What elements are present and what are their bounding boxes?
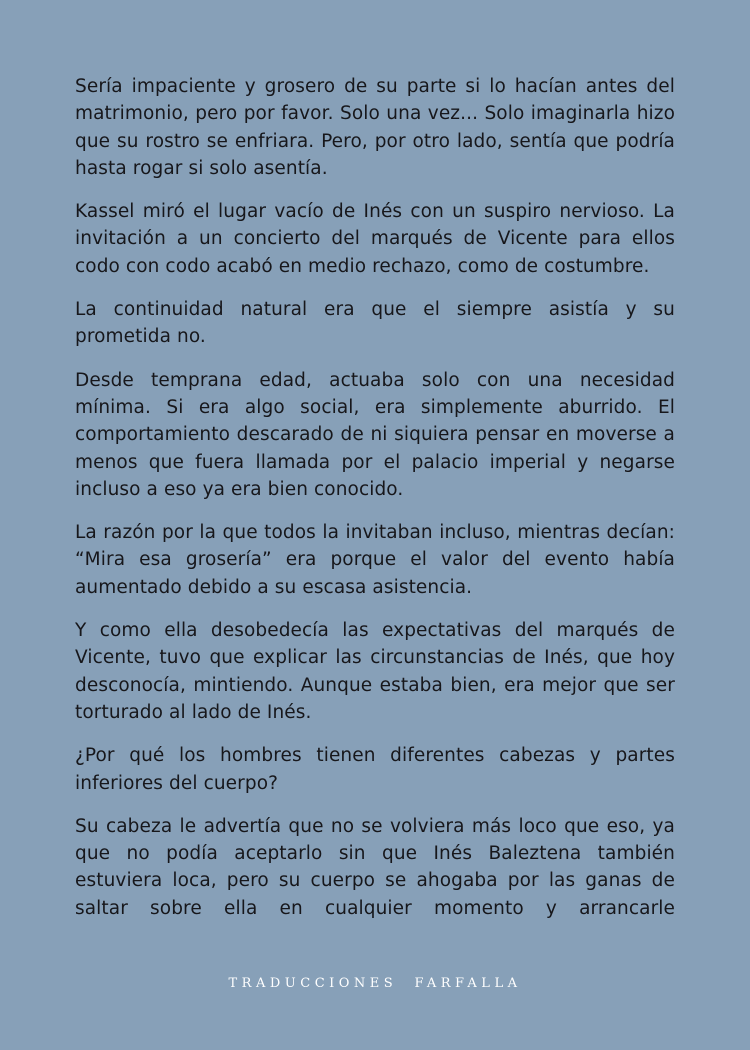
- paragraph-7: ¿Por qué los hombres tienen diferentes cabezas y partes inferiores del cuerpo?: [75, 745, 675, 794]
- page-body-text: [75, 73, 675, 922]
- page-footer-credit: TRADUCCIONES FARFALLA: [228, 976, 522, 991]
- paragraph-2: Kassel miró el lugar vacío de Inés con un suspiro nervioso. La invitación a un concierto del marqués de Vicente para ellos codo con codo acabó en medio rechazo, como de costumbre.: [75, 201, 675, 277]
- paragraph-3: La continuidad natural era que el siempre asistía y su prometida no.: [75, 299, 675, 348]
- paragraph-5: La razón por la que todos la invitaban incluso, mientras decían: “Mira esa grosería” era porque el valor del evento había aumentado debido a su escasa asistencia.: [75, 522, 675, 598]
- paragraph-6: Y como ella desobedecía las expectativas del marqués de Vicente, tuvo que explicar las circunstancias de Inés, que hoy desconocía, mintiendo. Aunque estaba bien, era mejor que ser torturado al lado de Inés.: [75, 620, 675, 723]
- paragraph-4: Desde temprana edad, actuaba solo con una necesidad mínima. Si era algo social, era simplemente aburrido. El comportamiento descarado de ni siquiera pensar en moverse a menos que fuera llamada por el palacio imperial y negarse incluso a eso ya era bien conocido.: [75, 369, 675, 500]
- paragraph-1: Sería impaciente y grosero de su parte si lo hacían antes del matrimonio, pero por favor. Solo una vez... Solo imaginarla hizo que su rostro se enfriara. Pero, por otro lado, sentía que podría hasta rogar si solo asentía.: [75, 76, 675, 179]
- paragraph-8: Su cabeza le advertía que no se volviera más loco que eso, ya que no podía aceptarlo sin que Inés Baleztena también estuviera loca, pero su cuerpo se ahogaba por las ganas de saltar sobre ella en cualquier momento y arrancarle: [75, 815, 675, 919]
